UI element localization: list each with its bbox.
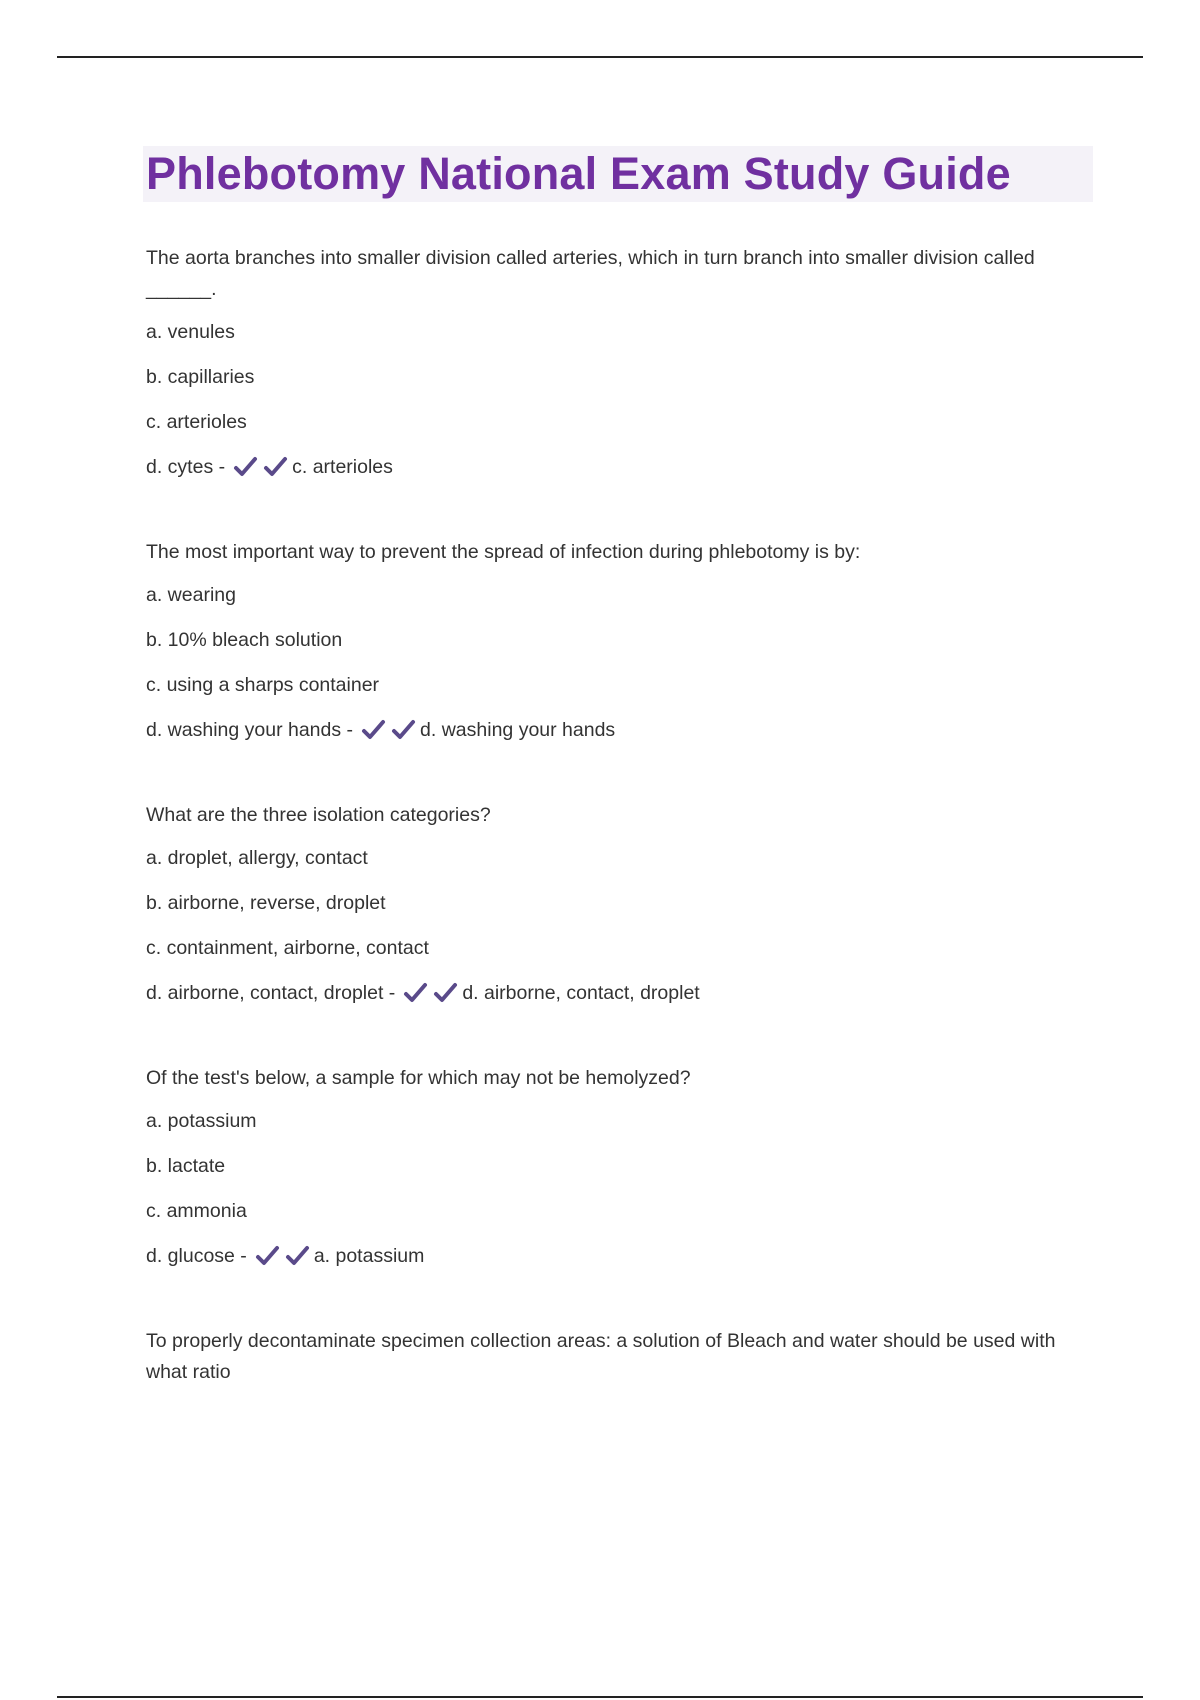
checkmark-icon — [285, 1244, 310, 1268]
checkmark-icon — [403, 981, 428, 1005]
correct-answer: d. washing your hands — [420, 719, 616, 741]
checkmark-icon — [391, 718, 416, 742]
option-c: c. ammonia — [146, 1200, 247, 1222]
answer-checkmarks — [255, 1244, 310, 1268]
option-d-with-answer — [146, 455, 1096, 479]
question-text: The most important way to prevent the spread of infection during phlebotomy is by: — [146, 541, 861, 563]
checkmark-icon — [361, 718, 386, 742]
option-d: d. glucose - — [146, 1245, 247, 1267]
question-item — [146, 1326, 1096, 1388]
top-rule — [57, 56, 1143, 58]
option-a: a. potassium — [146, 1110, 257, 1132]
option-b: b. 10% bleach solution — [146, 629, 343, 651]
option-d-with-answer — [146, 1244, 1096, 1268]
checkmark-icon — [233, 455, 258, 479]
question-list — [146, 243, 1096, 1446]
option-a: a. venules — [146, 321, 235, 343]
answer-checkmarks — [361, 718, 416, 742]
question-text: The aorta branches into smaller division called arteries, which in turn branch into smaller division called ______. — [146, 243, 1096, 305]
correct-answer: d. airborne, contact, droplet — [462, 982, 700, 1004]
option-b: b. lactate — [146, 1155, 226, 1177]
option-c: c. using a sharps container — [146, 674, 380, 696]
question-text: What are the three isolation categories? — [146, 804, 491, 826]
page-title: Phlebotomy National Exam Study Guide — [146, 148, 1011, 199]
correct-answer: a. potassium — [313, 1245, 425, 1267]
option-c: c. arterioles — [146, 411, 247, 433]
question-item — [146, 537, 1096, 742]
question-text: Of the test's below, a sample for which may not be hemolyzed? — [146, 1067, 691, 1089]
option-b: b. capillaries — [146, 366, 255, 388]
option-d-with-answer — [146, 981, 1096, 1005]
correct-answer: c. arterioles — [292, 456, 393, 478]
bottom-rule — [57, 1696, 1143, 1698]
checkmark-icon — [255, 1244, 280, 1268]
question-text: To properly decontaminate specimen collection areas: a solution of Bleach and water should be used with what ratio — [146, 1330, 1056, 1383]
option-d-with-answer — [146, 718, 1096, 742]
title-banner — [143, 146, 1093, 202]
checkmark-icon — [263, 455, 288, 479]
question-item — [146, 1063, 1096, 1268]
answer-checkmarks — [403, 981, 458, 1005]
answer-blank: ______. — [146, 278, 217, 300]
option-a: a. droplet, allergy, contact — [146, 847, 368, 869]
option-d: d. cytes - — [146, 456, 226, 478]
answer-checkmarks — [233, 455, 288, 479]
option-d: d. airborne, contact, droplet - — [146, 982, 396, 1004]
question-item — [146, 243, 1096, 479]
option-c: c. containment, airborne, contact — [146, 937, 429, 959]
checkmark-icon — [433, 981, 458, 1005]
option-d: d. washing your hands - — [146, 719, 354, 741]
question-item — [146, 800, 1096, 1005]
option-a: a. wearing — [146, 584, 236, 606]
option-b: b. airborne, reverse, droplet — [146, 892, 386, 914]
